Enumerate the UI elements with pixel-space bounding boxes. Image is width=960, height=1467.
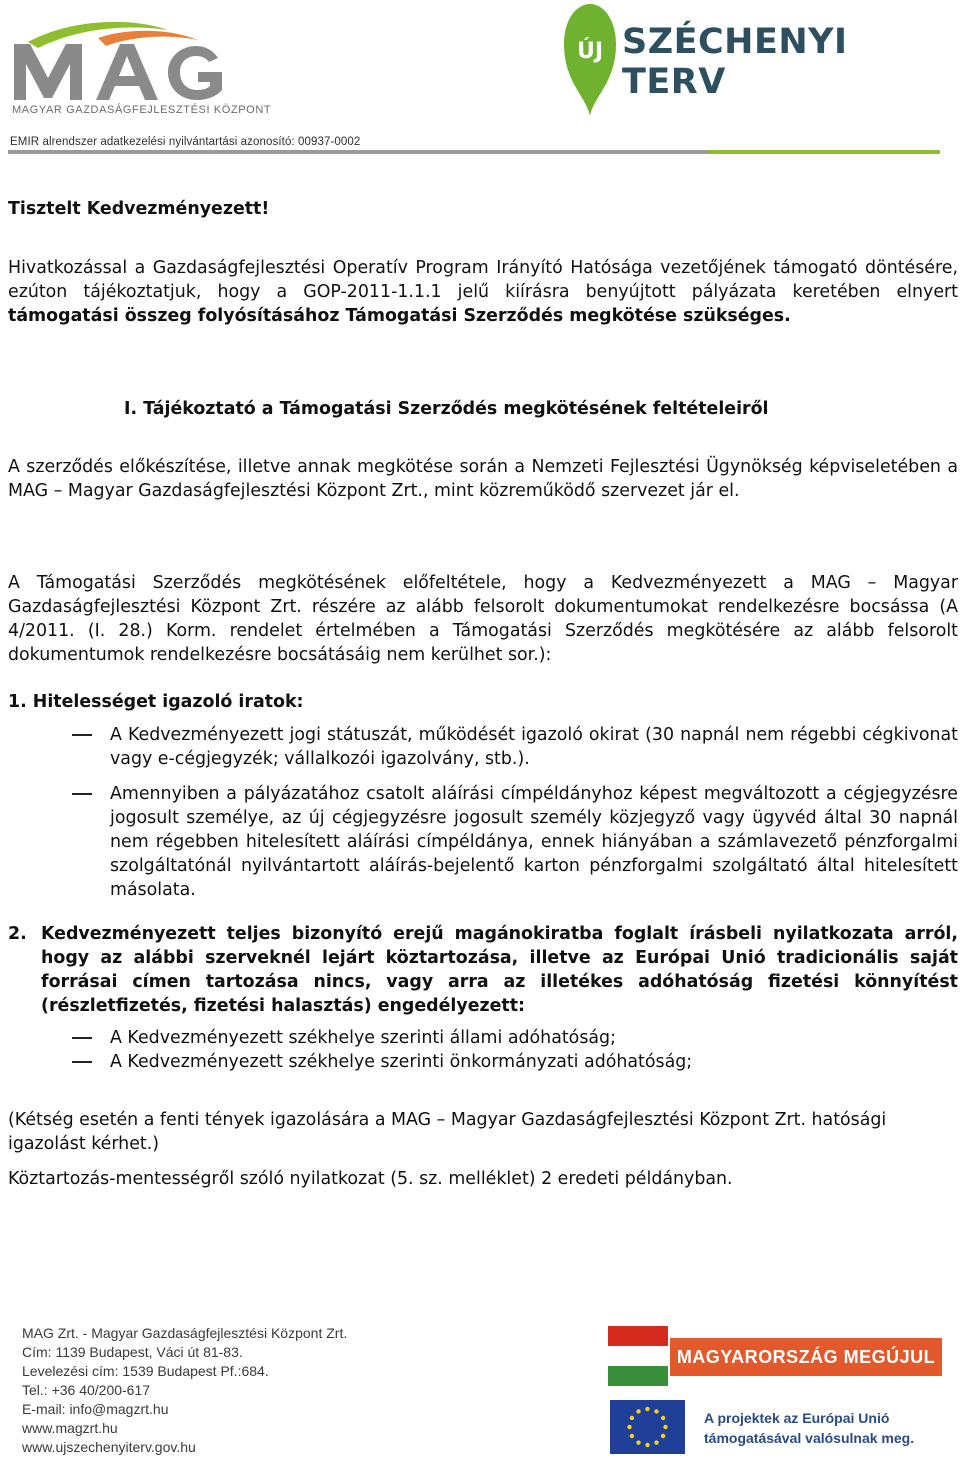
paragraph-contract-preparation: A szerződés előkészítése, illetve annak megkötése során a Nemzeti Fejlesztési Ügynökség képviseletében a MAG – Magyar Gazdaságfejlesztési Központ Zrt., mint közreműködő szervezet jár el. — [8, 457, 958, 501]
hungarian-flag-icon — [608, 1326, 668, 1386]
greeting: Tisztelt Kedvezményezett! — [8, 199, 270, 219]
list-item — [72, 1050, 958, 1074]
closing-paragraph: Köztartozás-mentességről szóló nyilatkozat (5. sz. melléklet) 2 eredeti példányban. — [8, 1169, 733, 1189]
list-item-text: A Kedvezményezett jogi státuszát, működését igazoló okirat (30 napnál nem régebbi cégkivonat vagy e-cégjegyzék; vállalkozói igazolvány, stb.). — [110, 725, 958, 769]
page-header — [0, 0, 960, 160]
list-item — [72, 723, 958, 771]
note-paragraph: (Kétség esetén a fenti tények igazolására a MAG – Magyar Gazdaságfejlesztési Központ Zrt. hatósági igazolást kérhet.) — [8, 1110, 887, 1154]
heading-declaration: Kedvezményezett teljes bizonyító erejű magánokiratba foglalt írásbeli nyilatkozata arról, hogy az alábbi szerveknél lejárt köztartozása, illetve az Európai Unió tradicionális saját forrásai címen tartozása nincs, vagy arra az illetékes adóhatóság fizetési könnyítést (részletfizetés, fizetési halasztás) engedélyezett: — [41, 924, 958, 1016]
website-link[interactable]: www.magzrt.hu — [22, 1420, 118, 1436]
szechenyi-terv-logo: SZÉCHENYI TERV — [622, 22, 848, 102]
address-line: E-mail: info@magzrt.hu — [22, 1401, 169, 1417]
list-item-text: Amennyiben a pályázatához csatolt aláírási címpéldányhoz képest megváltozott a cégjegyzésre jogosult személye, az új cégjegyzésre jogosult személy közjegyző vagy ügyvéd által 30 napnál nem régebben hitelesített aláírási címpéldánya, ennek hiányában a számlavezető pénzforgalmi szolgáltatónál nyilvántartott aláírás-bejelentő karton pénzforgalmi szolgáltató által hitelesített másolata. — [110, 784, 958, 900]
mag-subtitle: MAGYAR GAZDASÁGFEJLESZTÉSI KÖZPONT — [12, 104, 272, 116]
intro-bold-text: támogatási összeg folyósításához Támogatási Szerződés megkötése szükséges. — [8, 306, 791, 326]
dash-bullet-icon — [72, 1061, 92, 1063]
list-item — [72, 1026, 958, 1050]
paragraph-preconditions: A Támogatási Szerződés megkötésének előfeltétele, hogy a Kedvezményezett a MAG – Magyar Gazdaságfejlesztési Központ Zrt. részére az alább felsorolt dokumentumokat rendelkezésre bocsássa (A 4/2011. (I. 28.) Korm. rendelet értelmében a Támogatási Szerződés megkötésére az alább felsorolt dokumentumok rendelkezésre bocsátásáig nem kerülhet sor.): — [8, 573, 958, 665]
dash-bullet-icon — [72, 793, 92, 795]
list-item-text: A Kedvezményezett székhelye szerinti önkormányzati adóhatóság; — [110, 1052, 693, 1072]
eu-text-line: A projektek az Európai Unió — [704, 1410, 890, 1426]
header-rule-green — [708, 150, 940, 154]
section-title: I. Tájékoztató a Támogatási Szerződés megkötésének feltételeiről — [124, 399, 769, 419]
dash-bullet-icon — [72, 1037, 92, 1039]
intro-paragraph — [8, 256, 958, 328]
szechenyi-pin-icon — [560, 0, 620, 118]
magyarorszag-megujul-logo: MAGYARORSZÁG MEGÚJUL — [670, 1338, 942, 1376]
intro-text: Hivatkozással a Gazdaságfejlesztési Operatív Program Irányító Hatósága vezetőjének támogató döntésére, ezúton tájékoztatjuk, hogy a GOP-2011-1.1.1 jelű kiírásra benyújtott pályázata keretében elnyert — [8, 258, 958, 302]
header-rule-grey — [8, 150, 708, 154]
address-line: Tel.: +36 40/200-617 — [22, 1382, 151, 1398]
list-item — [72, 782, 958, 902]
list-item-text: A Kedvezményezett székhelye szerinti állami adóhatóság; — [110, 1028, 616, 1048]
footer-address — [22, 1324, 347, 1457]
dash-bullet-icon — [72, 734, 92, 736]
website-link[interactable]: www.ujszechenyiterv.gov.hu — [22, 1439, 196, 1455]
address-line: Levelezési cím: 1539 Budapest Pf.:684. — [22, 1363, 269, 1379]
eu-support-text — [704, 1408, 914, 1448]
heading2-number: 2. — [8, 924, 27, 944]
emir-identifier: EMIR alrendszer adatkezelési nyilvántartási azonosító: 00937-0002 — [10, 136, 361, 148]
heading-authenticity-documents: 1. Hitelességet igazoló iratok: — [8, 692, 304, 712]
svg-text:ÚJ: ÚJ — [576, 39, 604, 64]
eu-text-line: támogatásával valósulnak meg. — [704, 1430, 915, 1446]
address-line: MAG Zrt. - Magyar Gazdaságfejlesztési Központ Zrt. — [22, 1325, 348, 1341]
address-line: Cím: 1139 Budapest, Váci út 81-83. — [22, 1344, 243, 1360]
eu-flag-icon — [610, 1400, 685, 1454]
